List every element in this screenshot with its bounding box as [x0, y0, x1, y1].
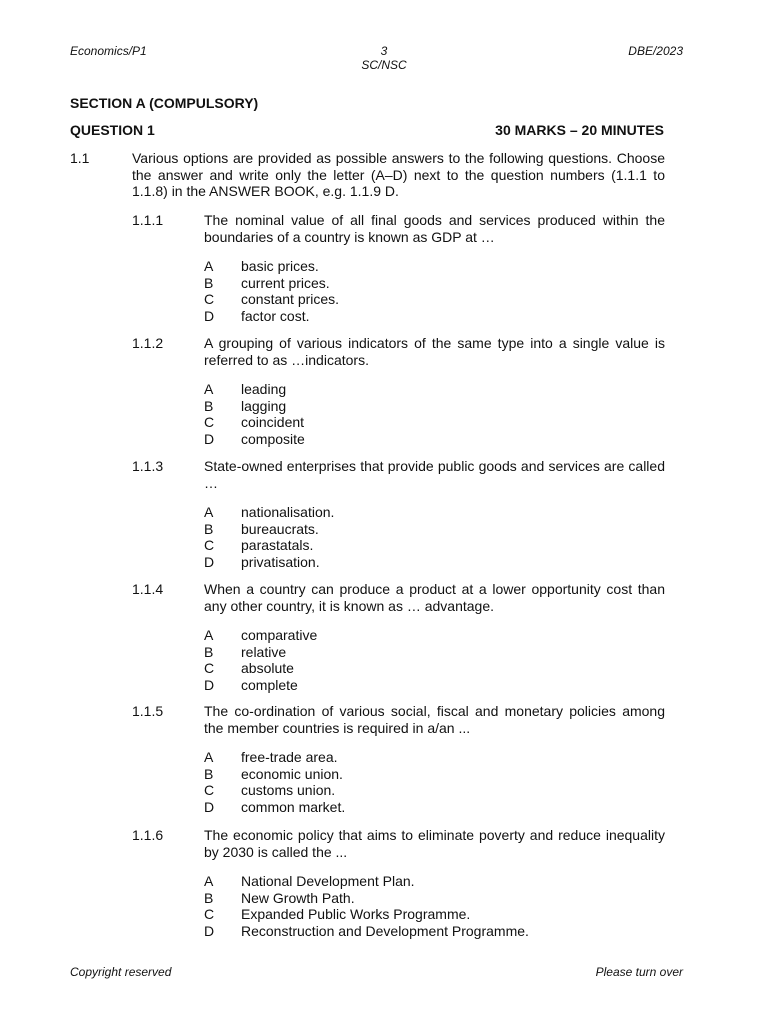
option-text: composite: [241, 430, 305, 447]
option-letter: D: [204, 307, 215, 324]
option-text: bureaucrats.: [241, 520, 319, 537]
option-letter: A: [204, 258, 214, 274]
option-letter: C: [204, 660, 215, 677]
question-stem: A grouping of various indicators of the same type into a single value is referred to as …indicators.: [204, 335, 665, 368]
option-text: privatisation.: [241, 553, 320, 570]
answer-option: [204, 275, 339, 292]
option-text: parastatals.: [241, 537, 314, 554]
question-stem: The nominal value of all final goods and services produced within the boundaries of a country is known as GDP at …: [204, 212, 665, 245]
option-letter: B: [204, 765, 214, 782]
option-letter: D: [204, 676, 215, 693]
option-text: customs union.: [241, 782, 336, 799]
answer-options: [204, 873, 529, 939]
option-letter: C: [204, 906, 215, 923]
answer-option: [204, 537, 334, 554]
answer-option: [204, 291, 339, 308]
question-title: QUESTION 1: [70, 122, 155, 138]
option-letter: A: [204, 749, 214, 765]
answer-option: [204, 799, 345, 816]
option-text: coincident: [241, 414, 305, 431]
option-text: factor cost.: [241, 307, 310, 324]
option-letter: A: [204, 627, 214, 643]
answer-option: [204, 873, 529, 890]
option-text: lagging: [241, 397, 287, 414]
intro-instructions: Various options are provided as possible answers to the following questions. Choose the answer and write only the letter (A–D) next to the question numbers (1.1.1 to 1.1.8) in the ANSWER BOOK, e.g. 1.1.9 D.: [132, 150, 665, 199]
intro-number: 1.1: [70, 150, 90, 166]
question-number: 1.1.3: [132, 458, 164, 474]
option-text: New Growth Path.: [241, 889, 355, 906]
answer-options: [204, 258, 339, 324]
option-text: current prices.: [241, 274, 330, 291]
question-marks: 30 MARKS – 20 MINUTES: [495, 122, 664, 138]
footer-turn-over: Please turn over: [595, 965, 683, 979]
option-letter: D: [204, 922, 215, 939]
option-text: nationalisation.: [241, 504, 335, 520]
answer-options: [204, 749, 345, 815]
section-title: SECTION A (COMPULSORY): [70, 95, 259, 111]
answer-option: [204, 521, 334, 538]
option-letter: D: [204, 430, 215, 447]
question-number: 1.1.4: [132, 581, 164, 597]
option-letter: A: [204, 381, 214, 397]
option-letter: B: [204, 643, 214, 660]
option-text: basic prices.: [241, 258, 319, 274]
answer-option: [204, 677, 317, 694]
answer-option: [204, 627, 317, 644]
answer-options: [204, 381, 305, 447]
question-number: 1.1.1: [132, 212, 164, 228]
answer-option: [204, 398, 305, 415]
option-letter: A: [204, 504, 214, 520]
option-letter: D: [204, 553, 215, 570]
option-letter: A: [204, 873, 214, 889]
option-text: economic union.: [241, 765, 343, 782]
answer-option: [204, 923, 529, 940]
option-text: National Development Plan.: [241, 873, 415, 889]
answer-option: [204, 381, 305, 398]
question-stem: When a country can produce a product at a lower opportunity cost than any other country, it is known as … advantage.: [204, 581, 665, 614]
question-number: 1.1.5: [132, 703, 164, 719]
answer-option: [204, 766, 345, 783]
answer-option: [204, 414, 305, 431]
answer-option: [204, 890, 529, 907]
answer-option: [204, 660, 317, 677]
option-text: absolute: [241, 660, 294, 677]
answer-option: [204, 644, 317, 661]
option-text: Reconstruction and Development Programme.: [241, 922, 529, 939]
question-stem: State-owned enterprises that provide public goods and services are called …: [204, 458, 665, 491]
question-stem: The economic policy that aims to eliminate poverty and reduce inequality by 2030 is called the ...: [204, 827, 665, 860]
header-page-number: 3: [380, 44, 388, 58]
answer-options: [204, 627, 317, 693]
header-subject: Economics/P1: [70, 44, 147, 58]
header-page-info: [300, 44, 468, 72]
option-letter: B: [204, 520, 214, 537]
header-department: DBE/2023: [628, 44, 683, 58]
option-letter: B: [204, 274, 214, 291]
option-letter: B: [204, 889, 214, 906]
option-letter: B: [204, 397, 214, 414]
option-text: comparative: [241, 627, 318, 643]
answer-option: [204, 906, 529, 923]
question-number: 1.1.6: [132, 827, 164, 843]
option-text: Expanded Public Works Programme.: [241, 906, 471, 923]
answer-option: [204, 308, 339, 325]
answer-option: [204, 749, 345, 766]
footer-copyright: Copyright reserved: [70, 965, 172, 979]
answer-option: [204, 258, 339, 275]
option-text: relative: [241, 643, 287, 660]
option-text: complete: [241, 676, 298, 693]
option-letter: C: [204, 782, 215, 799]
answer-option: [204, 431, 305, 448]
option-letter: C: [204, 291, 215, 308]
question-stem: The co-ordination of various social, fiscal and monetary policies among the member countries is required in a/an ...: [204, 703, 665, 736]
answer-options: [204, 504, 334, 570]
answer-option: [204, 554, 334, 571]
answer-option: [204, 782, 345, 799]
answer-option: [204, 504, 334, 521]
option-letter: C: [204, 414, 215, 431]
option-text: constant prices.: [241, 291, 340, 308]
question-number: 1.1.2: [132, 335, 164, 351]
option-text: common market.: [241, 798, 346, 815]
option-text: free-trade area.: [241, 749, 338, 765]
header-subtitle: SC/NSC: [361, 58, 407, 72]
option-letter: D: [204, 798, 215, 815]
option-text: leading: [241, 381, 287, 397]
option-letter: C: [204, 537, 215, 554]
